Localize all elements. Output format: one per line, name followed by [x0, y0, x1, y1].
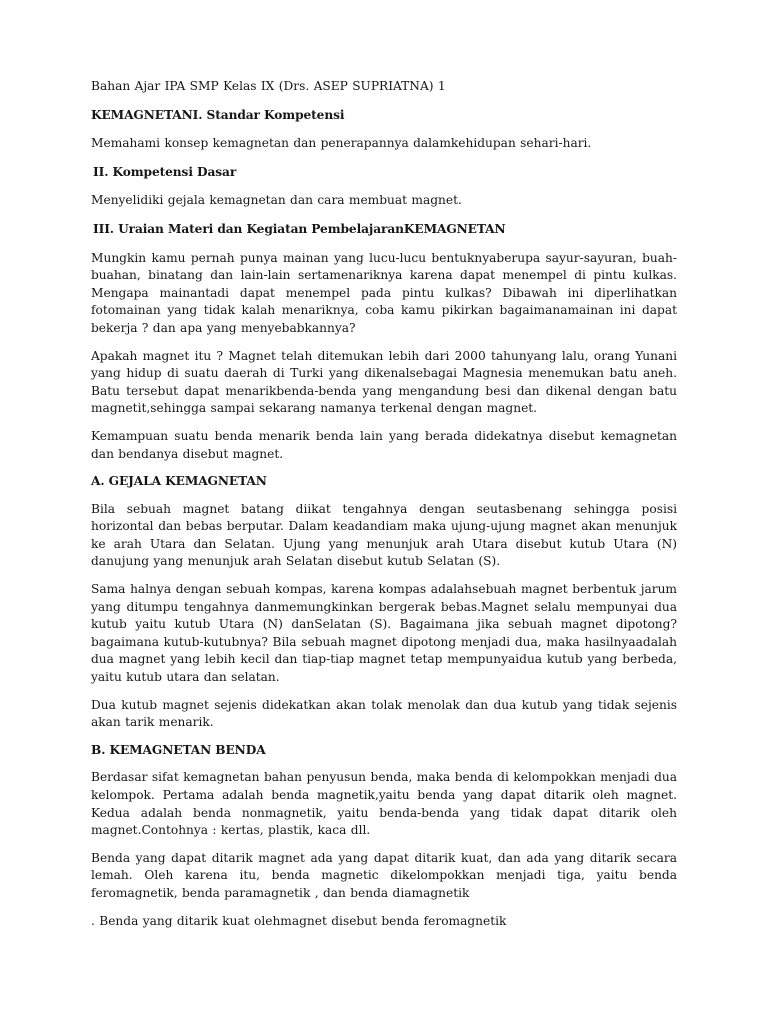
- section-a-paragraph: Dua kutub magnet sejenis didekatkan akan tolak menolak dan dua kutub yang tidak sejenis akan tarik menarik.: [91, 697, 677, 730]
- section-b-paragraph: . Benda yang ditarik kuat olehmagnet disebut benda feromagnetik: [91, 913, 507, 928]
- section-a-paragraph: Sama halnya dengan sebuah kompas, karena kompas adalahsebuah magnet berbentuk jarum yang ditumpu tengahnya danmemungkinkan bergerak bebas.Magnet selalu mempunyai dua kutub yaitu kutub Utara (N) danSelatan (S). Bagaimana jika sebuah magnet dipotong? bagaimana kutub-kutubnya? Bila sebuah magnet dipotong menjadi dua, maka hasilnyaadalah dua magnet yang lebih kecil dan tiap-tiap magnet tetap mempunyaidua kutub yang berbeda, yaitu kutub utara dan selatan.: [91, 582, 677, 685]
- section-b-paragraph: Benda yang dapat ditarik magnet ada yang dapat ditarik kuat, dan ada yang ditarik secara lemah. Oleh karena itu, benda magnetic dikelompokkan menjadi tiga, yaitu benda feromagnetik, benda paramagnetik , dan benda diamagnetik: [91, 850, 677, 900]
- section-b-paragraph: Berdasar sifat kemagnetan bahan penyusun benda, maka benda di kelompokkan menjadi dua kelompok. Pertama adalah benda magnetik,yaitu benda yang dapat ditarik oleh magnet. Kedua adalah benda nonmagnetik, yaitu benda-benda yang tidak dapat ditarik oleh magnet.Contohnya : kertas, plastik, kaca dll.: [91, 770, 677, 838]
- document-header-line: Bahan Ajar IPA SMP Kelas IX (Drs. ASEP SUPRIATNA) 1: [91, 79, 446, 93]
- standard-kompetensi-text: Memahami konsep kemagnetan dan penerapannya dalamkehidupan sehari-hari.: [91, 136, 592, 151]
- heading-kemagnetan-benda: B. KEMAGNETAN BENDA: [91, 742, 266, 757]
- heading-standard-kompetensi: KEMAGNETANI. Standar Kompetensi: [91, 107, 345, 122]
- kompetensi-dasar-text: Menyelidiki gejala kemagnetan dan cara membuat magnet.: [91, 193, 462, 208]
- heading-uraian-materi: III. Uraian Materi dan Kegiatan PembelajaranKEMAGNETAN: [93, 221, 506, 236]
- intro-paragraph: Apakah magnet itu ? Magnet telah ditemukan lebih dari 2000 tahunyang lalu, orang Yunani yang hidup di suatu daerah di Turki yang dikenalsebagai Magnesia menemukan batu aneh. Batu tersebut dapat menarikbenda-benda yang mengandung besi dan dikenal dengan batu magnetit,sehingga sampai sekarang namanya terkenal dengan magnet.: [91, 348, 677, 416]
- document-page: [91, 78, 677, 940]
- heading-kompetensi-dasar: II. Kompetensi Dasar: [93, 164, 237, 179]
- heading-gejala-kemagnetan: A. GEJALA KEMAGNETAN: [91, 474, 267, 489]
- intro-paragraph: Kemampuan suatu benda menarik benda lain yang berada didekatnya disebut kemagnetan dan bendanya disebut magnet.: [91, 428, 677, 461]
- intro-paragraph: Mungkin kamu pernah punya mainan yang lucu-lucu bentuknyaberupa sayur-sayuran, buah-buahan, binatang dan lain-lain sertamenariknya karena dapat menempel di pintu kulkas. Mengapa mainantadi dapat menempel pada pintu kulkas? Dibawah ini diperlihatkan fotomainan yang tidak kalah menariknya, coba kamu pikirkan bagaimanamainan ini dapat bekerja ? dan apa yang menyebabkannya?: [91, 250, 677, 335]
- section-a-paragraph: Bila sebuah magnet batang diikat tengahnya dengan seutasbenang sehingga posisi horizontal dan bebas berputar. Dalam keadandiam maka ujung-ujung magnet akan menunjuk ke arah Utara dan Selatan. Ujung yang menunjuk arah Utara disebut kutub Utara (N) danujung yang menunjuk arah Selatan disebut kutub Selatan (S).: [91, 501, 677, 569]
